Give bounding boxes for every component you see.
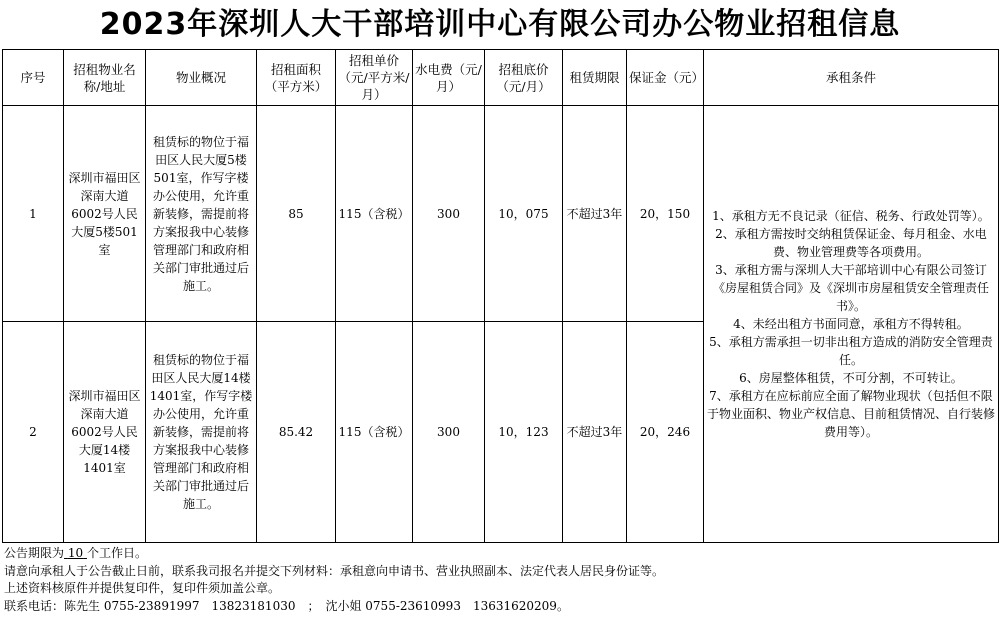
condition-item: 2、承租方需按时交纳租赁保证金、每月租金、水电费、物业管理费等各项费用。 [715,227,987,259]
header-name: 招租物业名称/地址 [64,50,146,106]
cell-seq: 1 [3,106,64,322]
header-base-price: 招租底价（元/月） [485,50,563,106]
header-overview: 物业概况 [146,50,257,106]
cell-base-price: 10，123 [485,322,563,543]
contact-info: 联系电话：陈先生 0755-23891997 13823181030 ； 沈小姐 0755-23610993 13631620209。 [4,598,569,613]
cell-utility: 300 [413,322,485,543]
cell-utility: 300 [413,106,485,322]
header-unit-price: 招租单价（元/平方米/月） [336,50,413,106]
cell-deposit: 20，246 [627,322,704,543]
cell-area: 85 [257,106,336,322]
table-row [3,106,999,322]
header-utility: 水电费（元/月） [413,50,485,106]
cell-unit-price: 115（含税） [336,322,413,543]
cell-base-price: 10，075 [485,106,563,322]
notice-suffix: 个工作日。 [86,546,147,560]
notice-period [4,545,994,563]
cell-term: 不超过3年 [563,322,627,543]
condition-item: 1、承租方无不良记录（征信、税务、行政处罚等）。 [712,209,990,223]
condition-item: 5、承租方需承担一切非出租方造成的消防安全管理责任。 [709,335,993,367]
cell-overview: 租赁标的物位于福田区人民大厦5楼501室，作写字楼办公使用，允许重新装修，需提前将方案报我中心装修管理部门和政府相关部门审批通过后施工。 [146,106,257,322]
cell-overview: 租赁标的物位于福田区人民大厦14楼1401室，作写字楼办公使用，允许重新装修，需提前将方案报我中心装修管理部门和政府相关部门审批通过后施工。 [146,322,257,543]
condition-item: 7、承租方在应标前应全面了解物业现状（包括但不限于物业面积、物业产权信息、目前租赁情况、自行装修费用等）。 [706,389,995,439]
header-seq: 序号 [3,50,64,106]
rental-table [2,49,999,543]
cell-conditions [704,106,999,543]
cell-deposit: 20，150 [627,106,704,322]
document-title: 2023年深圳人大干部培训中心有限公司办公物业招租信息 [99,7,901,42]
cell-term: 不超过3年 [563,106,627,322]
header-row [3,50,999,106]
header-deposit: 保证金（元） [627,50,704,106]
cell-unit-price: 115（含税） [336,106,413,322]
footer-notes [4,545,994,615]
application-instructions: 请意向承租人于公告截止日前，联系我司报名并提交下列材料：承租意向申请书、营业执照副本、法定代表人居民身份证等。 [4,563,665,578]
cell-name: 深圳市福田区深南大道6002号人民大厦5楼501室 [64,106,146,322]
notice-prefix: 公告期限为 [4,546,65,560]
cell-name: 深圳市福田区深南大道6002号人民大厦14楼1401室 [64,322,146,543]
condition-item: 4、未经出租方书面同意，承租方不得转租。 [733,317,969,331]
cell-area: 85.42 [257,322,336,543]
notice-days: 10 [67,546,84,560]
cell-seq: 2 [3,322,64,543]
header-conditions: 承租条件 [704,50,999,106]
condition-item: 3、承租方需与深圳人大干部培训中心有限公司签订《房屋租赁合同》及《深圳市房屋租赁安全管理责任书》。 [712,263,989,313]
document-requirements: 上述资料核原件并提供复印件，复印件须加盖公章。 [4,581,281,595]
header-term: 租赁期限 [563,50,627,106]
header-area: 招租面积（平方米） [257,50,336,106]
condition-item: 6、房屋整体租赁，不可分割，不可转让。 [739,371,963,385]
